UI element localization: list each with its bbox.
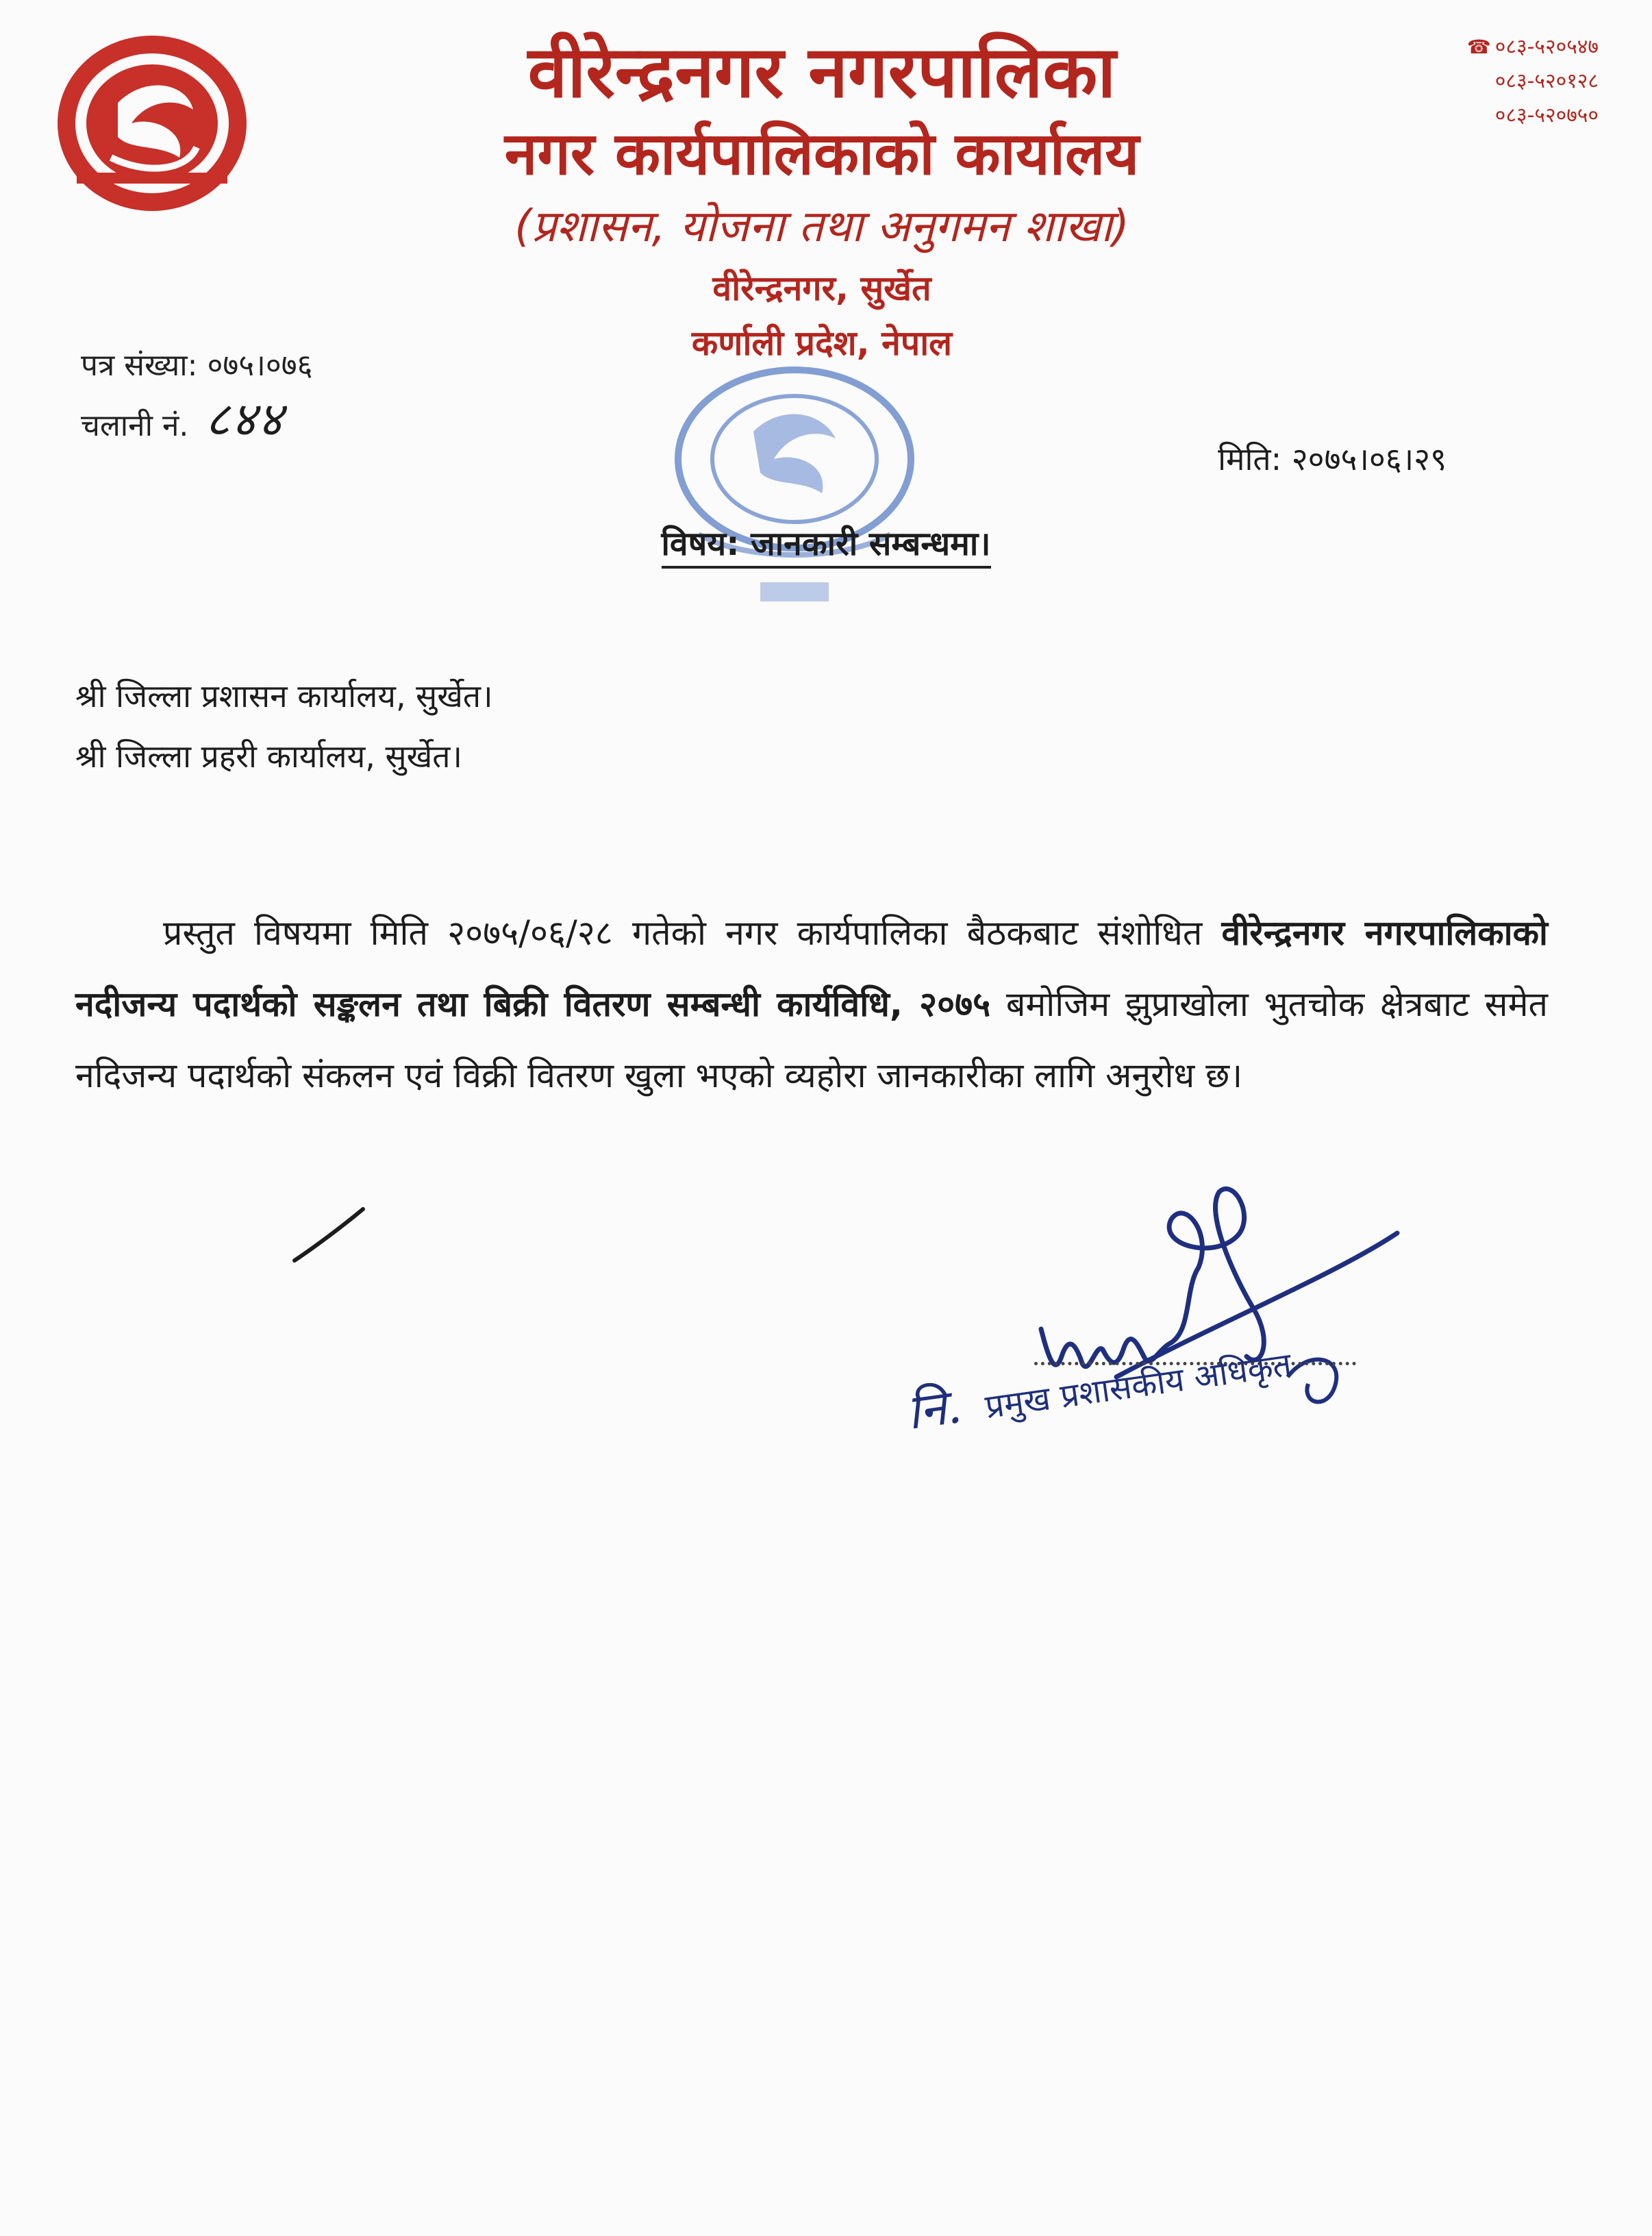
date-label: मिति: [1218,440,1282,477]
municipality-emblem-icon [49,27,255,219]
recipient-line: श्री जिल्ला प्रहरी कार्यालय, सुर्खेत। [75,738,462,775]
letter-number [81,345,312,386]
municipality-title: वीरेन्द्रनगर नगरपालिका [527,30,1116,114]
body-procedure-title: वीरेन्द्रनगर नगरपालिकाको नदीजन्य पदार्थको सङ्कलन तथा बिक्री वितरण सम्बन्धी कार्यविधि, २०७५ [75,913,1548,1024]
phone-icon: ☎ [1466,36,1491,58]
dispatch-number-value: ८४४ [205,391,284,447]
subject-label: विषय: [661,525,740,563]
dispatch-number [81,391,284,447]
body-intro: प्रस्तुत विषयमा मिति २०७५/०६/२८ गतेको नगर कार्यपालिका बैठकबाट संशोधित [163,913,1222,953]
office-seal-icon [644,356,945,617]
office-city: वीरेन्द्रनगर, सुर्खेत [712,269,931,308]
date-value: २०७५।०६।२९ [1291,440,1447,477]
branch-name: (प्रशासन, योजना तथा अनुगमन शाखा) [514,201,1129,252]
recipient-line: श्री जिल्ला प्रशासन कार्यालय, सुर्खेत। [75,678,493,715]
phone-number: ०८३-५२०७५० [1494,103,1599,127]
subject-text: जानकारी सम्बन्धमा। [751,525,991,563]
letter-date [1218,438,1447,480]
body-rest: बमोजिम झुप्राखोला भुतचोक क्षेत्रबाट समेत नदिजन्य पदार्थको संकलन एवं विक्री वितरण खुला भएको व्यहोरा जानकारीका लागि अनुरोध छ। [75,984,1548,1095]
phone-number: ०८३-५२०१२८ [1494,69,1599,93]
letter-body [75,897,1548,1111]
letter-number-label: पत्र संख्या: [81,348,198,383]
letter-number-value: ०७५।०७६ [207,348,313,383]
signatory-prefix: नि. [903,1377,965,1441]
phone-number: ☎ ०८३-५२०५४७ [1393,30,1599,64]
subject-line [0,522,1652,566]
dispatch-number-label: चलानी नं. [81,408,189,443]
office-province: कर्णाली प्रदेश, नेपाल [691,323,953,363]
tick-mark-icon [288,1206,370,1267]
office-subtitle: नगर कार्यपालिकाको कार्यालय [504,120,1140,188]
signatory-designation: प्रमुख प्रशासकीय अधिकृत [983,1345,1294,1427]
phone-list [1393,30,1599,133]
